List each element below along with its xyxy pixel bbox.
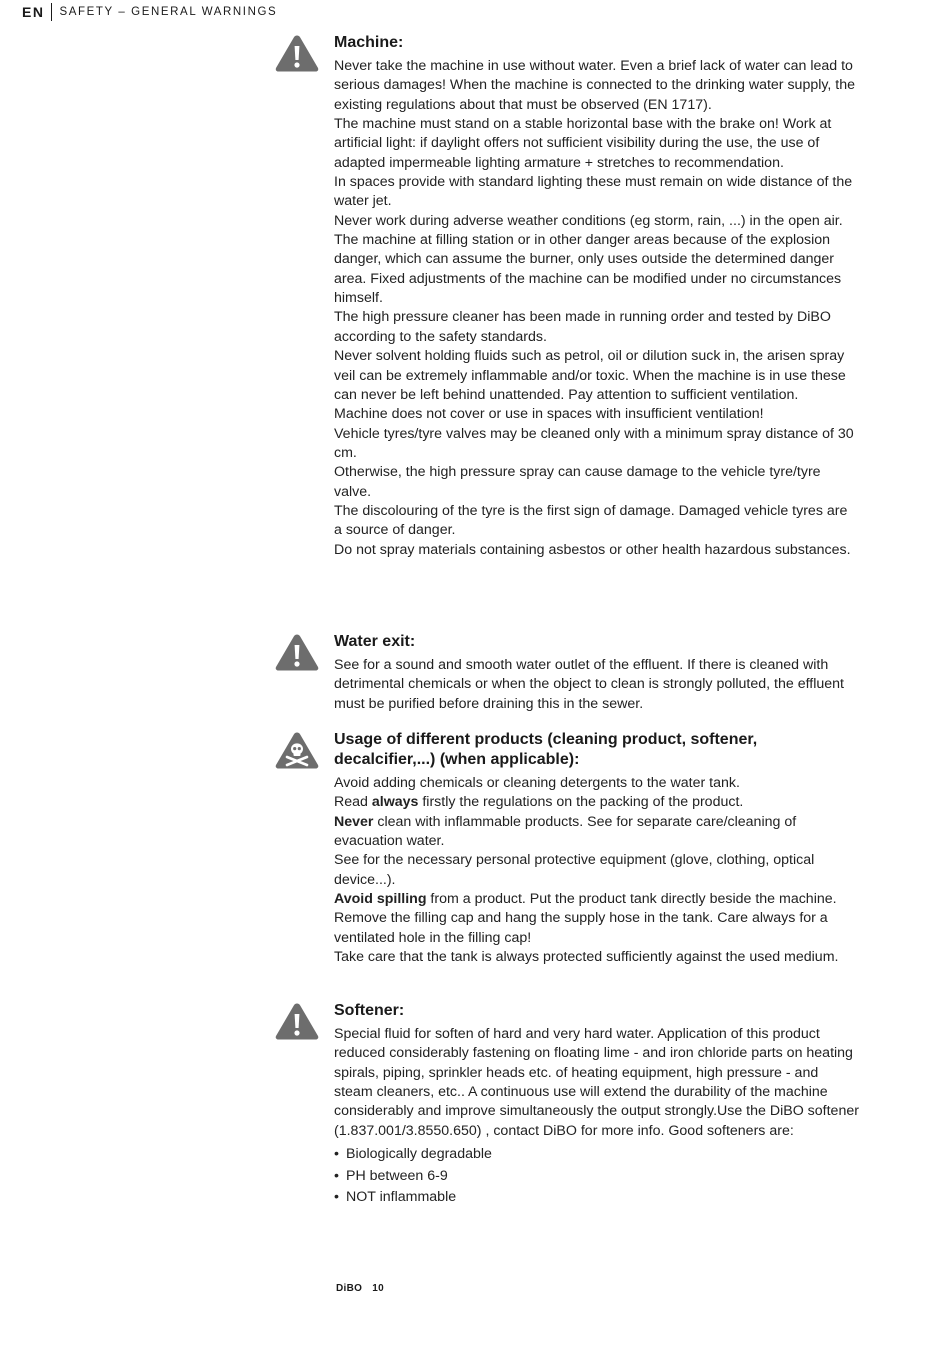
paragraph: See for a sound and smooth water outlet of the effluent. If there is cleaned with detrimental chemicals or when the object to clean is strongly polluted, the effluent must be purified before draining this in the sewer.: [334, 657, 844, 712]
page-header: [22, 3, 277, 21]
paragraph: The machine must stand on a stable horizontal base with the brake on! Work at artificial light: if daylight offers not sufficient visibility during the use, the use of adapted impermeable lighting armature + stretches to recommendation.: [334, 116, 832, 171]
toxic-icon: [274, 730, 320, 770]
paragraph: Avoid adding chemicals or cleaning detergents to the water tank.: [334, 775, 740, 791]
warning-icon: [274, 33, 320, 73]
paragraph: The machine at filling station or in other danger areas because of the explosion danger, which can assume the burner, only uses outside the determined danger area. Fixed adjustments of the machine can be modified under no circumstances himself.: [334, 232, 842, 307]
paragraph: Read always firstly the regulations on the packing of the product.: [334, 794, 744, 811]
paragraph: Machine does not cover or use in spaces with insufficient ventilation!: [334, 406, 764, 423]
list-item: • PH between 6-9: [334, 1167, 448, 1184]
paragraph: See for the necessary personal protective equipment (glove, clothing, optical device...).: [334, 852, 815, 888]
emphasis: Never: [334, 813, 374, 830]
paragraph: The high pressure cleaner has been made in running order and tested by DiBO according to the safety standards.: [334, 309, 831, 345]
softener-properties-list: [334, 1144, 859, 1209]
section-title: Machine:: [334, 34, 404, 51]
warning-icon: [274, 632, 320, 672]
warning-icon: [274, 1001, 320, 1041]
list-item: • NOT inflammable: [334, 1189, 457, 1206]
emphasis: Avoid spilling: [334, 891, 427, 908]
paragraph: Special fluid for soften of hard and very hard water. Application of this product reduced considerably fastening on floating lime - and iron chloride parts on heating spirals, piping, sprinkler heads etc. of heating equipment, high pressure - and steam cleaners, etc.. A continuous use will extend the durability of the machine considerably and improve simultaneously the output strongly.Use the DiBO softener (1.837.001/3.8550.650) , contact DiBO for more info. Good softeners are:: [334, 1026, 859, 1139]
paragraph: In spaces provide with standard lighting these must remain on wide distance of the water jet.: [334, 174, 853, 210]
section-heading: SAFETY – GENERAL WARNINGS: [59, 6, 278, 18]
paragraph: Never clean with inflammable products. See for separate care/cleaning of evacuation water.: [334, 813, 797, 850]
emphasis: always: [371, 794, 419, 811]
paragraph: Avoid spilling from a product. Put the product tank directly beside the machine. Remove the filling cap and hang the supply hose in the tank. Care always for a ventilated hole in the filling cap!: [334, 891, 837, 946]
section-title: Softener:: [334, 1002, 405, 1019]
paragraph: The discolouring of the tyre is the first sign of damage. Damaged vehicle tyres are a source of danger.: [334, 502, 848, 539]
paragraph: Never work during adverse weather conditions (eg storm, rain, ...) in the open air.: [334, 212, 843, 229]
paragraph: Take care that the tank is always protected sufficiently against the used medium.: [334, 949, 839, 966]
page-footer: [336, 1283, 384, 1294]
paragraph: Otherwise, the high pressure spray can cause damage to the vehicle tyre/tyre valve.: [334, 464, 821, 500]
paragraph: Vehicle tyres/tyre valves may be cleaned only with a minimum spray distance of 30 cm.: [334, 425, 854, 461]
section-title: Water exit:: [334, 633, 416, 650]
section-title: Usage of different products (cleaning product, softener, decalcifier,...) (when applicable):: [334, 731, 758, 768]
brand-name: DiBO: [336, 1283, 363, 1294]
paragraph: Never solvent holding fluids such as petrol, oil or dilution suck in, the arisen spray veil can be extremely inflammable and/or toxic. When the machine is in use these can never be left behind unattended. Pay attention to sufficient ventilation.: [334, 348, 846, 403]
language-code: EN: [22, 3, 52, 21]
list-item: • Biologically degradable: [334, 1146, 492, 1163]
paragraph: Do not spray materials containing asbestos or other health hazardous substances.: [334, 541, 851, 558]
paragraph: Never take the machine in use without water. Even a brief lack of water can lead to serious damages! When the machine is connected to the drinking water supply, the existing regulations about that must be observed (EN 1717).: [334, 58, 856, 113]
page-number: 10: [372, 1283, 384, 1294]
